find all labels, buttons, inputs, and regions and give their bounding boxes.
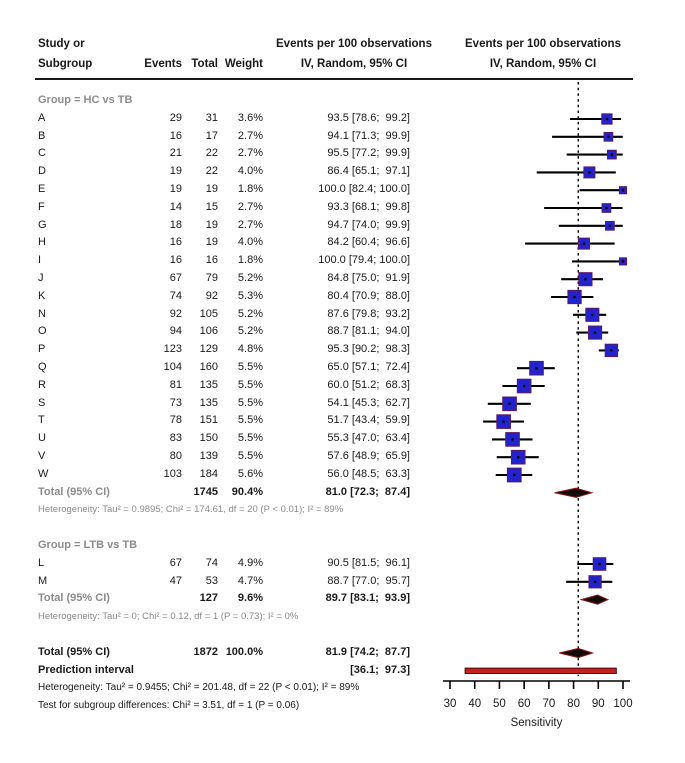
group-label: Group = HC vs TB — [38, 94, 133, 106]
total-value: 135 — [199, 396, 218, 409]
total-value: 106 — [199, 325, 218, 338]
weight-value: 5.5% — [237, 414, 263, 427]
weight-value: 2.7% — [237, 200, 263, 213]
study-label: B — [38, 129, 46, 142]
study-row — [0, 234, 685, 252]
study-label: H — [38, 236, 46, 249]
stats-note: Heterogeneity: Tau² = 0.9455; Chi² = 201.48, df = 22 (P < 0.01); I² = 89% — [38, 682, 360, 694]
ci-text: 95.5 [77.2; 99.9] — [327, 147, 410, 160]
ci-text: 81.0 [72.3; 87.4] — [325, 485, 410, 498]
events-value: 16 — [169, 129, 182, 142]
study-row — [0, 128, 685, 146]
study-label: Q — [38, 360, 47, 373]
weight-value: 2.7% — [237, 129, 263, 142]
plot-header-effect-1: Events per 100 observations — [465, 38, 621, 50]
weight-value: 5.2% — [237, 307, 263, 320]
total-value: 79 — [205, 271, 218, 284]
ci-text: 81.9 [74.2; 87.7] — [325, 645, 410, 658]
study-label: D — [38, 165, 46, 178]
total-value: 15 — [205, 200, 218, 213]
events-value: 80 — [169, 449, 182, 462]
study-row — [0, 555, 685, 573]
study-row — [0, 448, 685, 466]
events-value: 104 — [163, 360, 182, 373]
study-row — [0, 430, 685, 448]
spacer-row — [0, 626, 685, 644]
ci-text: 65.0 [57.1; 72.4] — [327, 360, 410, 373]
weight-value: 4.0% — [237, 165, 263, 178]
ci-text: 54.1 [45.3; 62.7] — [327, 396, 410, 409]
stats-note: Test for subgroup differences: Chi² = 3.51, df = 1 (P = 0.06) — [38, 700, 300, 712]
total-value: 1872 — [193, 645, 218, 658]
total-value: 19 — [205, 218, 218, 231]
study-row — [0, 377, 685, 395]
study-label: G — [38, 218, 47, 231]
total-value: 31 — [205, 111, 218, 124]
study-row — [0, 199, 685, 217]
subgroup-total-label: Total (95% CI) — [38, 592, 110, 605]
ci-text: 87.6 [79.8; 93.2] — [327, 307, 410, 320]
ci-text: 88.7 [77.0; 95.7] — [327, 574, 410, 587]
ci-text: 86.4 [65.1; 97.1] — [327, 165, 410, 178]
study-label: T — [38, 414, 45, 427]
total-value: 160 — [199, 360, 218, 373]
weight-value: 2.7% — [237, 218, 263, 231]
ci-text: 93.5 [78.6; 99.2] — [327, 111, 410, 124]
total-value: 150 — [199, 432, 218, 445]
study-row — [0, 145, 685, 163]
events-value: 83 — [169, 432, 182, 445]
weight-value: 100.0% — [225, 645, 263, 658]
study-label: K — [38, 289, 46, 302]
events-value: 16 — [169, 254, 182, 267]
total-value: 139 — [199, 449, 218, 462]
weight-value: 1.8% — [237, 254, 263, 267]
ci-text: 60.0 [51.2; 68.3] — [327, 378, 410, 391]
total-value: 151 — [199, 414, 218, 427]
events-value: 74 — [169, 289, 182, 302]
study-row — [0, 395, 685, 413]
total-value: 127 — [199, 592, 218, 605]
events-value: 21 — [169, 147, 182, 160]
ci-text: 89.7 [83.1; 93.9] — [325, 592, 410, 605]
weight-value: 4.0% — [237, 236, 263, 249]
group-row — [0, 537, 685, 555]
ci-text: [36.1; 97.3] — [350, 663, 410, 676]
events-value: 29 — [169, 111, 182, 124]
study-row — [0, 306, 685, 324]
weight-value: 5.6% — [237, 467, 263, 480]
total-value: 16 — [205, 254, 218, 267]
study-label: R — [38, 378, 46, 391]
study-label: V — [38, 449, 46, 462]
col-header-events: Events — [144, 58, 182, 70]
weight-value: 5.5% — [237, 432, 263, 445]
study-label: E — [38, 182, 46, 195]
study-row — [0, 573, 685, 591]
ci-text: 93.3 [68.1; 99.8] — [327, 200, 410, 213]
het-row — [0, 501, 685, 519]
total-value: 22 — [205, 165, 218, 178]
total-value: 19 — [205, 236, 218, 249]
study-label: J — [38, 271, 44, 284]
events-value: 19 — [169, 165, 182, 178]
events-value: 73 — [169, 396, 182, 409]
study-row — [0, 359, 685, 377]
total-value: 74 — [205, 556, 218, 569]
weight-value: 90.4% — [231, 485, 263, 498]
ci-text: 57.6 [48.9; 65.9] — [327, 449, 410, 462]
heterogeneity-note: Heterogeneity: Tau² = 0.9895; Chi² = 174.61, df = 20 (P < 0.01); I² = 89% — [38, 504, 344, 516]
weight-value: 5.5% — [237, 378, 263, 391]
x-axis-tick-label: 30 — [443, 698, 457, 710]
prediction-row — [0, 662, 685, 680]
study-label: S — [38, 396, 46, 409]
events-value: 123 — [163, 343, 182, 356]
study-row — [0, 341, 685, 359]
weight-value: 4.7% — [237, 574, 263, 587]
events-value: 18 — [169, 218, 182, 231]
note-row — [0, 679, 685, 697]
events-value: 78 — [169, 414, 182, 427]
ci-text: 94.7 [74.0; 99.9] — [327, 218, 410, 231]
study-row — [0, 252, 685, 270]
study-row — [0, 466, 685, 484]
col-header-effect-text-2: IV, Random, 95% CI — [300, 58, 408, 70]
total-value: 19 — [205, 182, 218, 195]
study-label: O — [38, 325, 47, 338]
events-value: 19 — [169, 182, 182, 195]
x-axis-tick-label: 70 — [542, 698, 556, 710]
total-value: 1745 — [193, 485, 218, 498]
weight-value: 4.9% — [237, 556, 263, 569]
x-axis-tick-label: 100 — [613, 698, 633, 710]
total-value: 129 — [199, 343, 218, 356]
total-value: 22 — [205, 147, 218, 160]
events-value: 16 — [169, 236, 182, 249]
total-value: 135 — [199, 378, 218, 391]
col-header-study: Study or — [38, 38, 85, 50]
weight-value: 5.2% — [237, 271, 263, 284]
study-label: C — [38, 147, 46, 160]
table-rows — [0, 92, 685, 715]
study-row — [0, 412, 685, 430]
study-row — [0, 270, 685, 288]
weight-value: 3.6% — [237, 111, 263, 124]
ci-text: 51.7 [43.4; 59.9] — [327, 414, 410, 427]
study-label: N — [38, 307, 46, 320]
x-axis-tick-label: 50 — [493, 698, 506, 710]
study-label: M — [38, 574, 48, 587]
study-row — [0, 217, 685, 235]
events-value: 47 — [169, 574, 182, 587]
total-row — [0, 484, 685, 502]
spacer-row — [0, 519, 685, 537]
group-row — [0, 92, 685, 110]
ci-text: 88.7 [81.1; 94.0] — [327, 325, 410, 338]
total-value: 105 — [199, 307, 218, 320]
events-value: 103 — [163, 467, 182, 480]
total-value: 184 — [199, 467, 218, 480]
events-value: 92 — [169, 307, 182, 320]
heterogeneity-note: Heterogeneity: Tau² = 0; Chi² = 0.12, df = 1 (P = 0.73); I² = 0% — [38, 611, 299, 623]
group-label: Group = LTB vs TB — [38, 538, 138, 551]
col-header-subgroup: Subgroup — [38, 58, 93, 70]
weight-value: 4.8% — [237, 343, 263, 356]
events-value: 81 — [169, 378, 182, 391]
x-axis-tick-label: 40 — [468, 698, 482, 710]
study-label: I — [38, 254, 42, 267]
study-label: L — [38, 556, 45, 569]
ci-text: 94.1 [71.3; 99.9] — [327, 129, 410, 142]
subgroup-total-label: Total (95% CI) — [38, 485, 110, 498]
header-separator — [35, 78, 633, 80]
het-row — [0, 608, 685, 626]
total-row — [0, 590, 685, 608]
study-row — [0, 288, 685, 306]
x-axis-tick-label: 60 — [517, 698, 531, 710]
weight-value: 5.3% — [237, 289, 263, 302]
prediction-interval-label: Prediction interval — [38, 663, 134, 676]
x-axis-tick-label: 90 — [591, 698, 605, 710]
overall-total-label: Total (95% CI) — [38, 645, 110, 658]
ci-text: 100.0 [79.4; 100.0] — [318, 254, 410, 267]
study-label: U — [38, 432, 46, 445]
events-value: 67 — [169, 556, 182, 569]
plot-header-effect-2: IV, Random, 95% CI — [489, 58, 597, 70]
x-axis-title: Sensitivity — [510, 717, 563, 729]
ci-text: 90.5 [81.5; 96.1] — [327, 556, 410, 569]
weight-value: 1.8% — [237, 182, 263, 195]
study-row — [0, 181, 685, 199]
weight-value: 5.5% — [237, 449, 263, 462]
col-header-effect-text-1: Events per 100 observations — [276, 38, 432, 50]
col-header-total: Total — [191, 58, 218, 70]
ci-text: 55.3 [47.0; 63.4] — [327, 432, 410, 445]
ci-text: 84.8 [75.0; 91.9] — [327, 271, 410, 284]
weight-value: 5.2% — [237, 325, 263, 338]
overall-row — [0, 644, 685, 662]
weight-value: 5.5% — [237, 360, 263, 373]
study-row — [0, 163, 685, 181]
ci-text: 80.4 [70.9; 88.0] — [327, 289, 410, 302]
study-row — [0, 110, 685, 128]
weight-value: 9.6% — [237, 592, 263, 605]
events-value: 94 — [169, 325, 182, 338]
events-value: 14 — [169, 200, 182, 213]
ci-text: 95.3 [90.2; 98.3] — [327, 343, 410, 356]
events-value: 67 — [169, 271, 182, 284]
study-label: F — [38, 200, 45, 213]
ci-text: 84.2 [60.4; 96.6] — [327, 236, 410, 249]
note-row — [0, 697, 685, 715]
col-header-weight: Weight — [224, 58, 263, 70]
x-axis-tick-label: 80 — [567, 698, 580, 710]
total-value: 92 — [205, 289, 218, 302]
ci-text: 100.0 [82.4; 100.0] — [318, 182, 410, 195]
study-label: W — [38, 467, 49, 480]
ci-text: 56.0 [48.5; 63.3] — [327, 467, 410, 480]
total-value: 53 — [205, 574, 218, 587]
study-row — [0, 323, 685, 341]
study-label: P — [38, 343, 46, 356]
weight-value: 2.7% — [237, 147, 263, 160]
weight-value: 5.5% — [237, 396, 263, 409]
total-value: 17 — [205, 129, 218, 142]
study-label: A — [38, 111, 46, 124]
